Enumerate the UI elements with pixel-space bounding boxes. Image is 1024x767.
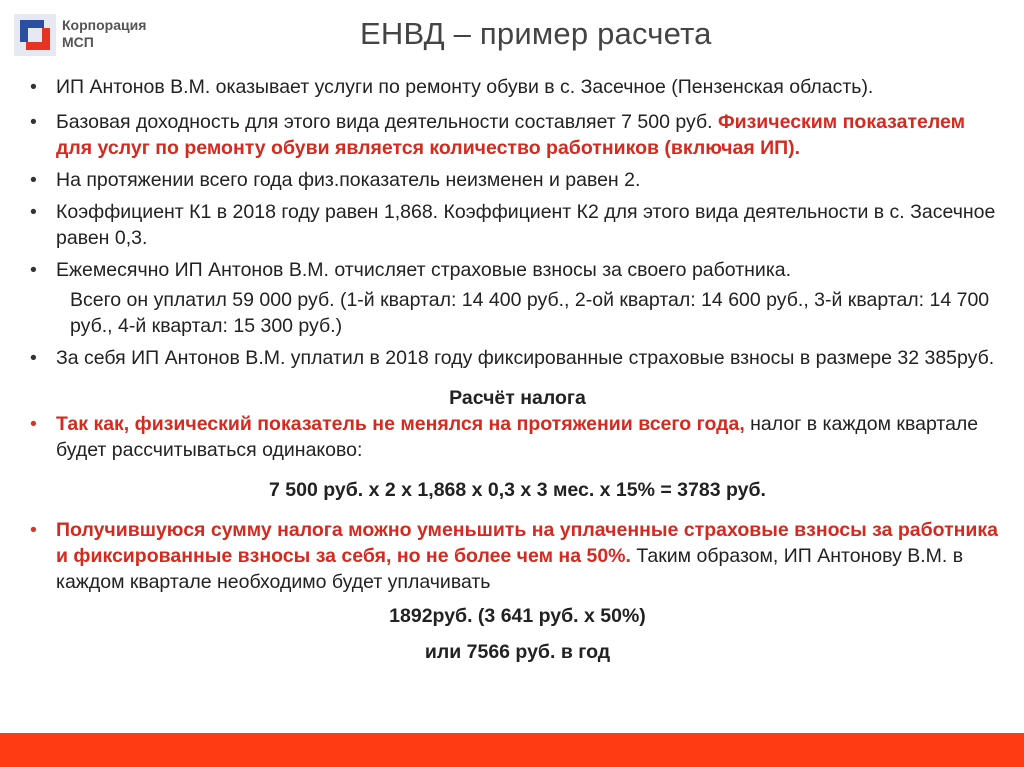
calc-text: Таким образом, ИП Антонову В.М. в каждом квартале необходимо будет уплачивать	[56, 545, 964, 593]
calc-highlight: Получившуюся сумму налога можно уменьшить на уплаченные страховые взносы за работника и фиксированные взносы за себя, но не более чем на 50%.	[56, 519, 999, 567]
bullet-text: Ежемесячно ИП Антонов В.М. отчисляет страховые взносы за своего работника.	[56, 259, 792, 281]
calc-item	[30, 411, 1005, 463]
logo-mark-icon	[14, 14, 56, 56]
calc-result-year: или 7566 руб. в год	[424, 641, 611, 663]
calc-highlight: Так как, физический показатель не менялся на протяжении всего года,	[56, 413, 745, 435]
bullet-text: За себя ИП Антонов В.М. уплатил в 2018 году фиксированные страховые взносы в размере 32 385руб.	[56, 347, 995, 369]
bullet-item	[30, 167, 1005, 193]
calc-formula: 7 500 руб. х 2 х 1,868 х 0,3 х 3 мес. х 15% = 3783 руб.	[269, 479, 766, 501]
bullet-subtext: Всего он уплатил 59 000 руб. (1-й квартал: 14 400 руб., 2-ой квартал: 14 600 руб., 3-й квартал: 14 700 руб., 4-й квартал: 15 300 руб.)	[70, 289, 990, 337]
logo-line-1: Корпорация	[62, 17, 147, 33]
page-title: ЕНВД – пример расчета	[360, 16, 712, 51]
bullet-text: На протяжении всего года физ.показатель неизменен и равен 2.	[56, 169, 641, 191]
bullet-highlight: Физическим показателем для услуг по ремонту обуви является количество работников (включая ИП).	[56, 111, 965, 159]
bullet-item	[30, 109, 1005, 161]
bullet-text: ИП Антонов В.М. оказывает услуги по ремонту обуви в с. Засечное (Пензенская область).	[56, 76, 874, 98]
bullet-text: Базовая доходность для этого вида деятельности составляет 7 500 руб.	[56, 111, 713, 133]
calc-heading: Расчёт налога	[449, 387, 586, 409]
calc-text: налог в каждом квартале будет рассчитываться одинаково:	[56, 413, 979, 461]
calc-item	[30, 517, 1005, 595]
bullet-item	[30, 257, 1005, 283]
bullet-item	[30, 199, 1005, 251]
logo-text	[62, 17, 146, 51]
bullet-item	[30, 345, 1005, 371]
slide-content	[30, 70, 1005, 665]
bullet-text: Коэффициент К1 в 2018 году равен 1,868. Коэффициент К2 для этого вида деятельности в с. Засечное равен 0,3.	[56, 201, 996, 249]
logo-line-2: МСП	[62, 34, 94, 50]
calc-result-quarter: 1892руб. (3 641 руб. х 50%)	[389, 605, 646, 627]
corporation-logo	[14, 14, 179, 56]
bottom-accent-bar	[0, 733, 1024, 767]
bullet-item	[30, 74, 1005, 100]
